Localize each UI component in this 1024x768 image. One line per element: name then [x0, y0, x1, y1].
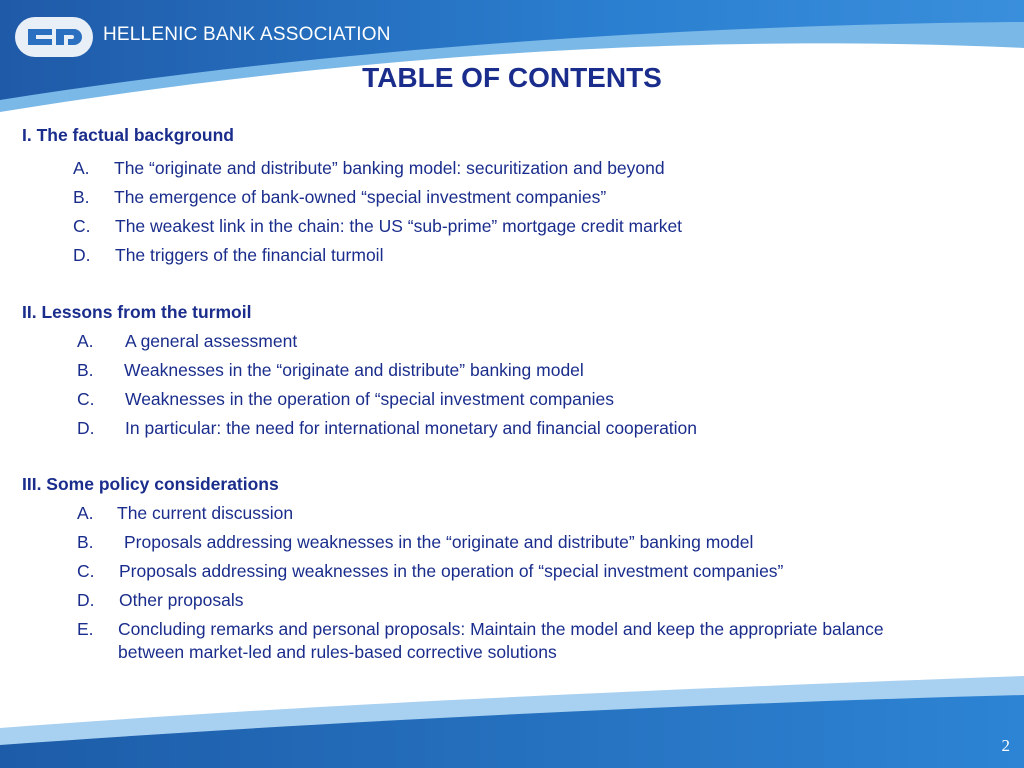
toc-item-text: Concluding remarks and personal proposals: Maintain the model and keep the appropriate balance: [118, 619, 884, 639]
toc-item-text: Proposals addressing weaknesses in the operation of “special investment companies”: [119, 561, 784, 581]
toc-item-letter: C.: [77, 561, 95, 581]
toc-item-letter: B.: [77, 360, 94, 380]
toc-item-text: Proposals addressing weaknesses in the “originate and distribute” banking model: [124, 532, 754, 552]
toc-item-text: The emergence of bank-owned “special investment companies”: [114, 187, 607, 207]
section-heading-2: II. Lessons from the turmoil: [22, 302, 252, 322]
toc-item-letter: D.: [73, 245, 91, 265]
toc-item-letter: E.: [77, 619, 94, 639]
toc-item-text: Weaknesses in the operation of “special investment companies: [125, 389, 614, 409]
page-number: 2: [1001, 736, 1010, 755]
toc-item-text: In particular: the need for international monetary and financial cooperation: [125, 418, 698, 438]
section-heading-3: III. Some policy considerations: [22, 474, 279, 494]
toc-item-letter: A.: [77, 331, 94, 351]
toc-item-letter: D.: [77, 590, 95, 610]
toc-item-text: The “originate and distribute” banking model: securitization and beyond: [114, 158, 665, 178]
toc-item-letter: B.: [77, 532, 94, 552]
toc-item-text: The triggers of the financial turmoil: [115, 245, 384, 265]
slide-title: TABLE OF CONTENTS: [362, 62, 662, 93]
section-heading-1: I. The factual background: [22, 125, 234, 145]
toc-item-letter: A.: [73, 158, 90, 178]
toc-item-letter: C.: [77, 389, 95, 409]
organization-name: HELLENIC BANK ASSOCIATION: [103, 24, 391, 45]
toc-item-text: A general assessment: [125, 331, 298, 351]
toc-item-text: The weakest link in the chain: the US “sub-prime” mortgage credit market: [115, 216, 683, 236]
toc-item-letter: A.: [77, 503, 94, 523]
hba-logo-icon: [14, 16, 94, 58]
toc-item-letter: C.: [73, 216, 91, 236]
toc-item-text: Weaknesses in the “originate and distribute” banking model: [124, 360, 584, 380]
toc-item-text: Other proposals: [119, 590, 244, 610]
toc-item-text: The current discussion: [117, 503, 294, 523]
toc-item-text-continued: between market-led and rules-based corrective solutions: [118, 642, 557, 662]
toc-item-letter: B.: [73, 187, 90, 207]
toc-item-letter: D.: [77, 418, 95, 438]
